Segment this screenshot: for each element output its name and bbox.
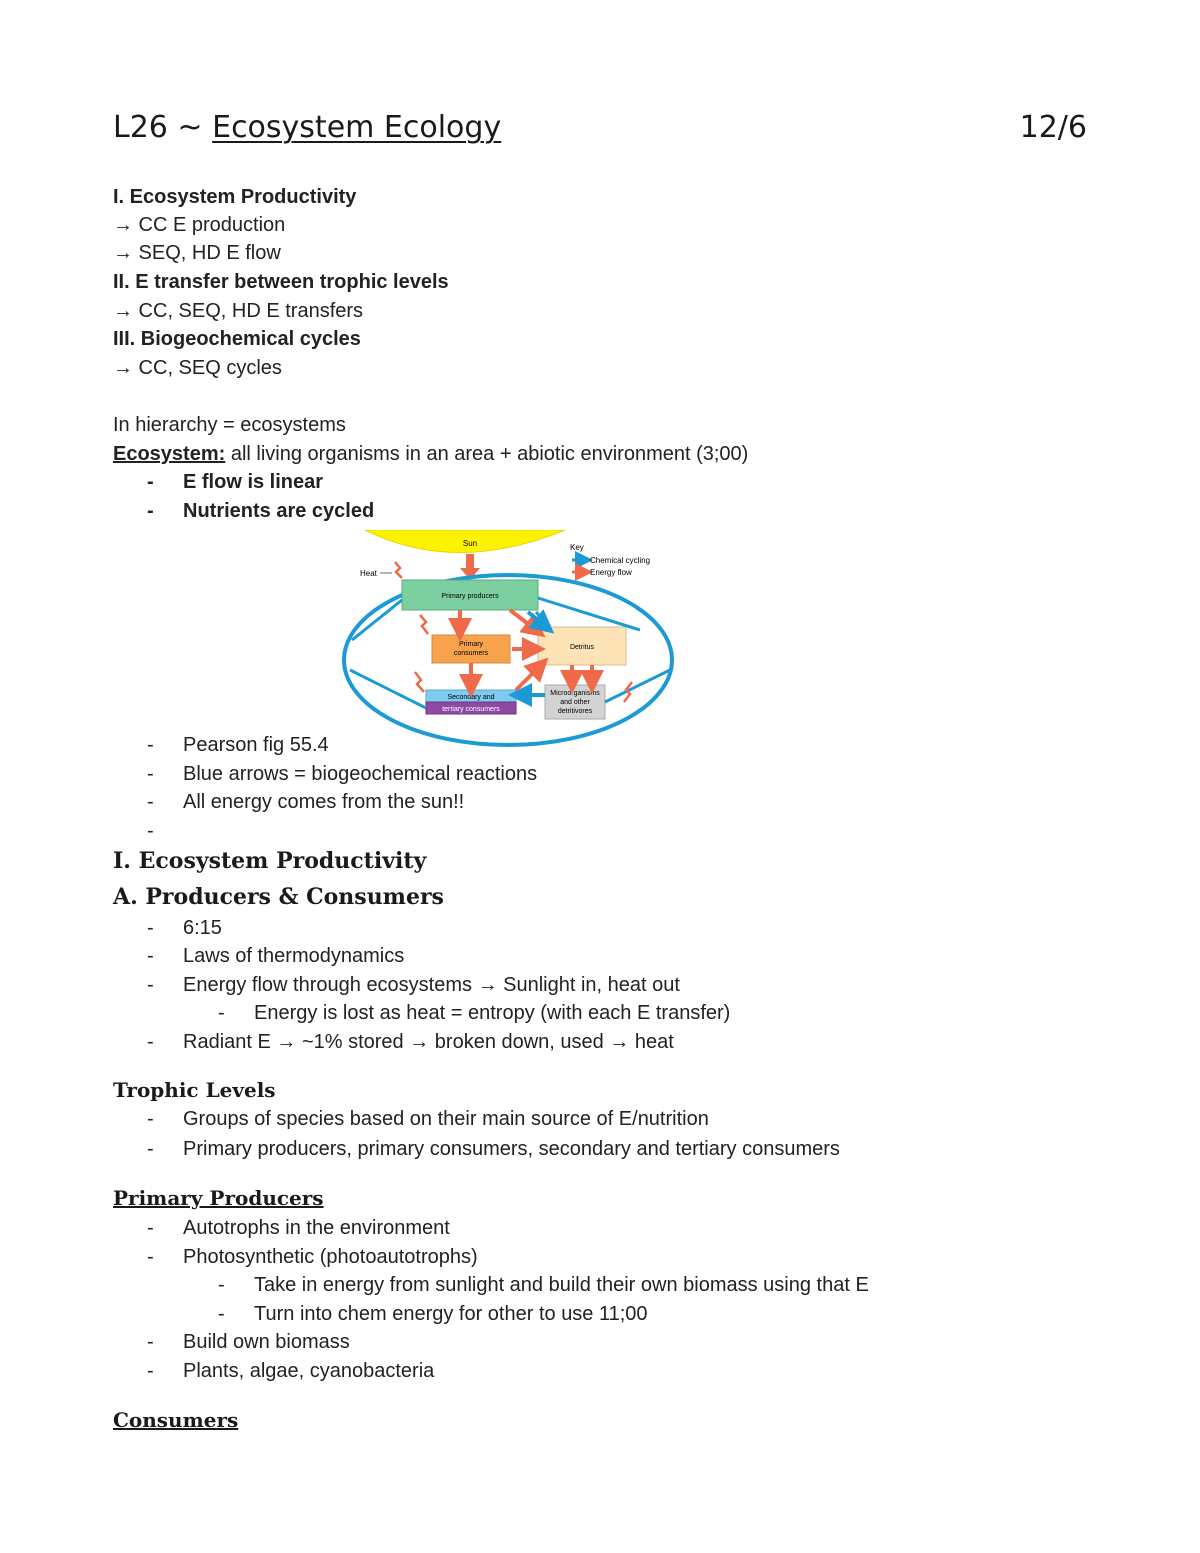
note-dash-4: - xyxy=(147,820,154,842)
page-date: 12/6 xyxy=(1019,110,1087,145)
pp-bullet-1: Autotrophs in the environment xyxy=(183,1217,450,1239)
outline-item-5: → CC, SEQ, HD E transfers xyxy=(113,300,364,322)
note-dash-2: - xyxy=(147,763,154,785)
outline-item-7: → CC, SEQ cycles xyxy=(113,357,282,379)
energy-arrow-secondary-detritus xyxy=(516,666,540,690)
page-title xyxy=(113,110,501,145)
chem-arrow-micro-right xyxy=(605,670,670,702)
s1-dash-1: - xyxy=(147,917,154,939)
figure-note-1: Pearson fig 55.4 xyxy=(183,734,329,756)
s1-bullet-3: Energy flow through ecosystems → Sunlight in, heat out xyxy=(183,974,680,996)
trophic-dash-1: - xyxy=(147,1108,154,1130)
primary-consumers-label-1: Primary xyxy=(458,641,484,648)
primary-producers-label: Primary producers xyxy=(441,593,499,600)
subheading-producers-consumers: A. Producers & Consumers xyxy=(113,884,444,910)
outline-item-6: III. Biogeochemical cycles xyxy=(113,328,361,350)
intro-bullet-1: E flow is linear xyxy=(183,471,324,493)
pp-sub-dash-2: - xyxy=(218,1303,225,1325)
outline-item-4: II. E transfer between trophic levels xyxy=(113,271,449,293)
pp-sub-bullet-2: Turn into chem energy for other to use 11;00 xyxy=(254,1303,648,1325)
trophic-bullet-1: Groups of species based on their main source of E/nutrition xyxy=(183,1108,709,1130)
intro-bullet-2: Nutrients are cycled xyxy=(183,500,375,522)
ecosystem-diagram xyxy=(340,530,685,755)
ecosystem-term: Ecosystem: xyxy=(113,443,226,465)
section-heading-ecosystem-productivity: I. Ecosystem Productivity xyxy=(113,848,427,874)
ecosystem-def-text: all living organisms in an area + abiotic environment (3;00) xyxy=(225,443,749,465)
secondary-label-1: Secondary and xyxy=(447,694,495,701)
sun-label: Sun xyxy=(462,539,478,548)
pp-dash-3: - xyxy=(147,1331,154,1353)
pp-dash-4: - xyxy=(147,1360,154,1382)
note-dash-3: - xyxy=(147,791,154,813)
pp-sub-bullet-1: Take in energy from sunlight and build their own biomass using that E xyxy=(254,1274,869,1296)
key-chem-label: Chemical cycling xyxy=(590,556,651,565)
s1-dash-3: - xyxy=(147,974,154,996)
heat-zigzag-1 xyxy=(395,562,402,578)
primary-consumers-box xyxy=(432,635,510,663)
s1-dash-4: - xyxy=(147,1031,154,1053)
ecosystem-definition xyxy=(113,443,748,466)
micro-label-1: Microorganisms xyxy=(550,690,600,697)
key-energy-label: Energy flow xyxy=(590,568,632,577)
trophic-bullet-2: Primary producers, primary consumers, secondary and tertiary consumers xyxy=(183,1138,840,1160)
figure-note-2: Blue arrows = biogeochemical reactions xyxy=(183,763,538,785)
pp-dash-2: - xyxy=(147,1246,154,1268)
hierarchy-line: In hierarchy = ecosystems xyxy=(113,414,346,436)
title-main: Ecosystem Ecology xyxy=(212,110,502,145)
chem-arrow-producers-left xyxy=(352,600,402,640)
outline-item-1: I. Ecosystem Productivity xyxy=(113,186,357,208)
pp-bullet-3: Build own biomass xyxy=(183,1331,350,1353)
heat-zigzag-2 xyxy=(420,615,428,634)
intro-bullet-dash-1: - xyxy=(147,471,154,493)
note-dash-1: - xyxy=(147,734,154,756)
outline-item-3: → SEQ, HD E flow xyxy=(113,242,281,264)
figure-note-3: All energy comes from the sun!! xyxy=(183,791,465,813)
consumers-heading: Consumers xyxy=(113,1408,239,1432)
trophic-dash-2: - xyxy=(147,1138,154,1160)
s1-bullet-2: Laws of thermodynamics xyxy=(183,945,405,967)
key-title: Key xyxy=(570,543,584,552)
heat-zigzag-3 xyxy=(415,672,424,692)
trophic-levels-heading: Trophic Levels xyxy=(113,1078,276,1102)
primary-consumers-label-2: consumers xyxy=(453,650,489,657)
pp-bullet-2: Photosynthetic (photoautotrophs) xyxy=(183,1246,478,1268)
intro-bullet-dash-2: - xyxy=(147,500,154,522)
heat-label: Heat xyxy=(360,569,377,578)
primary-producers-heading: Primary Producers xyxy=(113,1186,324,1210)
micro-label-2: and other xyxy=(560,699,590,706)
s1-bullet-1: 6:15 xyxy=(183,917,222,939)
outline-item-2: → CC E production xyxy=(113,214,286,236)
chem-arrow-secondary-left xyxy=(350,670,426,708)
secondary-label-2: tertiary consumers xyxy=(442,706,500,713)
s1-dash-2: - xyxy=(147,945,154,967)
s1-sub-dash: - xyxy=(218,1002,225,1024)
s1-sub-bullet: Energy is lost as heat = entropy (with each E transfer) xyxy=(254,1002,731,1024)
pp-dash-1: - xyxy=(147,1217,154,1239)
pp-sub-dash-1: - xyxy=(218,1274,225,1296)
s1-bullet-4: Radiant E → ~1% stored → broken down, used → heat xyxy=(183,1031,674,1053)
micro-label-3: detritivores xyxy=(557,708,593,715)
detritus-label: Detritus xyxy=(569,644,595,651)
chem-arrow-producers-right xyxy=(538,598,640,630)
title-prefix: L26 ~ xyxy=(113,110,213,145)
pp-bullet-4: Plants, algae, cyanobacteria xyxy=(183,1360,435,1382)
